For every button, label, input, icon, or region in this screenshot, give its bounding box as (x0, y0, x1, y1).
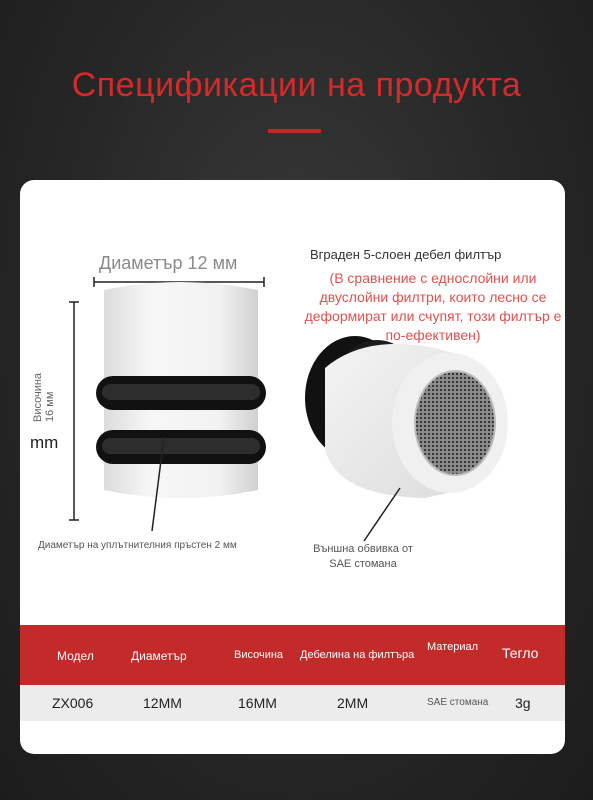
spec-table-row (20, 685, 565, 721)
casing-pointer-line (360, 485, 405, 545)
header-filter-thickness: Дебелина на филтъра (300, 649, 415, 661)
cell-diameter: 12MM (143, 695, 182, 711)
oring-label: Диаметър на уплътнителния пръстен 2 мм (38, 540, 237, 551)
filter-title: Вграден 5-слоен дебел филтър (310, 247, 502, 262)
header-diameter: Диаметър (131, 649, 187, 663)
cell-model: ZX006 (52, 695, 94, 711)
cell-material: SAE стомана (427, 697, 489, 708)
cell-height: 16MM (238, 695, 277, 711)
height-dimension-line (68, 298, 80, 524)
height-unit: mm (30, 433, 59, 452)
casing-label-line-1: Външна обвивка от (313, 543, 413, 555)
cell-filter-thickness: 2MM (337, 695, 369, 711)
filter-note: (В сравнение с еднослойни или двуслойни филтри, които лесно се деформират или счупят, този филтър е по-ефективен) (304, 270, 562, 343)
spec-card (20, 180, 565, 754)
casing-label (303, 542, 423, 572)
header-material: Материал (427, 641, 478, 653)
header-model: Модел (57, 649, 94, 663)
page-title: Спецификации на продукта (71, 66, 522, 104)
title-underline (268, 129, 321, 133)
oring-pointer-line (148, 435, 168, 535)
header-height: Височина (234, 649, 284, 661)
cell-weight: 3g (515, 695, 531, 711)
spec-table-header (20, 625, 565, 687)
filter-front-view-image (92, 278, 272, 518)
height-label: Височина 16 мм (32, 372, 56, 422)
filter-angled-view-image (295, 328, 520, 508)
header-weight: Тегло (502, 645, 539, 661)
diameter-label: Диаметър 12 мм (99, 253, 238, 273)
casing-label-line-2: SAE стомана (329, 558, 397, 570)
